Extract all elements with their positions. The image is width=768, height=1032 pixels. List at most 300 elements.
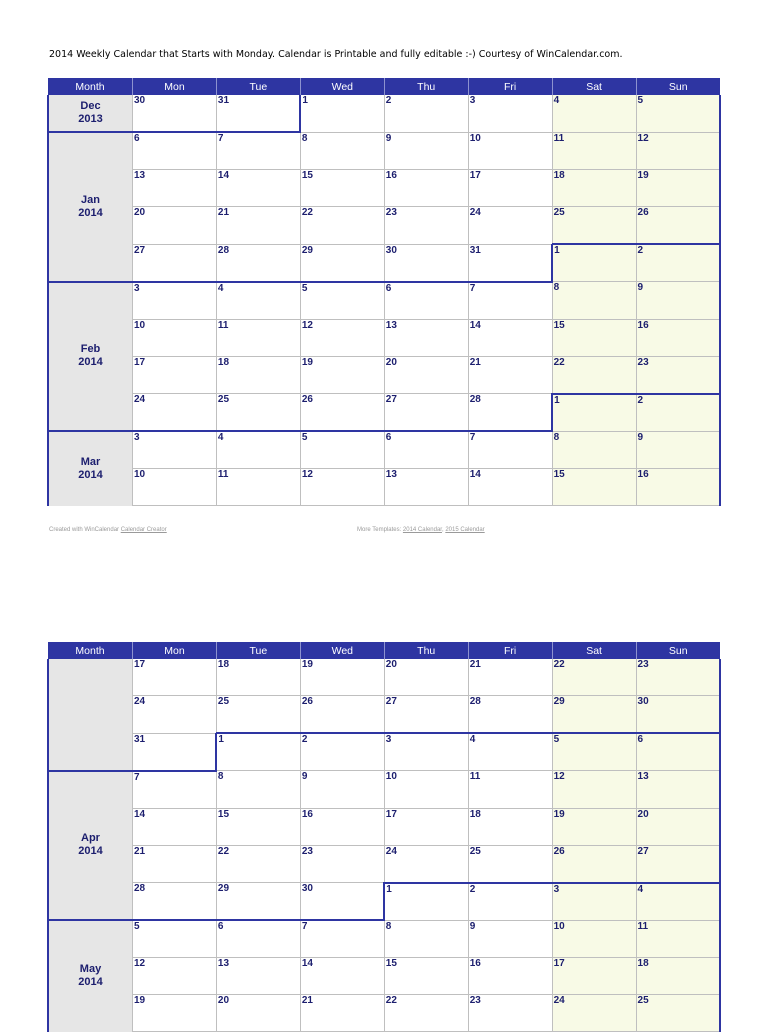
day-cell[interactable] [216, 431, 300, 469]
header-sat: Sat [552, 78, 636, 95]
day-number: 26 [301, 394, 313, 405]
month-year: 2014 [78, 356, 103, 369]
day-cell[interactable] [552, 319, 636, 356]
day-number: 17 [134, 356, 146, 368]
day-cell[interactable] [216, 659, 300, 696]
day-cell[interactable] [384, 696, 468, 734]
day-cell[interactable] [133, 170, 217, 207]
day-number: 21 [469, 659, 481, 670]
day-cell[interactable] [468, 696, 552, 734]
day-cell[interactable] [384, 244, 468, 282]
day-cell[interactable] [133, 207, 217, 245]
day-number: 6 [385, 282, 392, 294]
day-number: 26 [553, 845, 565, 857]
month-year: 2014 [78, 468, 103, 481]
day-cell[interactable] [300, 733, 384, 771]
header-mon: Mon [133, 78, 217, 95]
day-number: 22 [553, 659, 565, 670]
day-number: 2 [385, 95, 392, 106]
week-row [48, 170, 720, 207]
header-tue: Tue [216, 642, 300, 659]
day-cell[interactable] [133, 808, 217, 845]
month-label [48, 771, 133, 921]
day-number: 14 [469, 469, 481, 480]
day-cell[interactable] [216, 808, 300, 845]
header-fri: Fri [468, 642, 552, 659]
day-cell[interactable] [384, 170, 468, 207]
day-number: 21 [469, 356, 481, 368]
day-cell[interactable] [216, 319, 300, 356]
day-cell[interactable] [552, 170, 636, 207]
day-cell[interactable] [384, 958, 468, 995]
day-number: 28 [469, 394, 481, 405]
day-cell[interactable] [216, 958, 300, 995]
day-number: 11 [217, 319, 229, 331]
day-number: 27 [134, 244, 146, 256]
day-cell[interactable] [216, 696, 300, 734]
day-cell[interactable] [216, 356, 300, 394]
day-number: 28 [469, 696, 481, 707]
day-cell[interactable] [384, 920, 468, 958]
day-number: 4 [217, 432, 224, 443]
day-cell[interactable] [636, 771, 720, 809]
day-number: 4 [553, 95, 560, 106]
day-number: 2 [637, 394, 644, 406]
month-year: 2014 [78, 845, 103, 858]
day-cell[interactable] [468, 845, 552, 883]
day-number: 7 [134, 771, 140, 783]
day-number: 13 [385, 469, 397, 480]
day-number: 21 [134, 845, 146, 857]
day-number: 19 [553, 808, 565, 820]
day-cell[interactable] [552, 771, 636, 809]
day-number: 8 [301, 132, 308, 144]
day-number: 26 [301, 696, 313, 707]
day-number: 30 [385, 244, 397, 256]
week-row [48, 431, 720, 469]
day-number: 10 [469, 132, 481, 144]
day-number: 13 [134, 170, 146, 181]
day-cell[interactable] [468, 319, 552, 356]
day-cell[interactable] [384, 883, 468, 921]
day-cell[interactable] [468, 733, 552, 771]
day-cell[interactable] [300, 431, 384, 469]
day-number: 11 [217, 469, 229, 480]
day-cell[interactable] [468, 282, 552, 320]
day-cell[interactable] [552, 469, 636, 506]
day-number: 6 [637, 734, 644, 745]
month-label [48, 920, 133, 1032]
footer-separator: , [441, 527, 444, 533]
day-cell[interactable] [133, 469, 217, 506]
day-cell[interactable] [300, 244, 384, 282]
day-number: 7 [469, 432, 476, 443]
week-row [48, 920, 720, 958]
header-month: Month [48, 642, 133, 659]
day-cell[interactable] [552, 696, 636, 734]
day-number: 3 [469, 95, 476, 106]
week-row [48, 808, 720, 845]
day-number: 11 [637, 920, 649, 932]
week-row [48, 771, 720, 809]
day-number: 8 [553, 282, 560, 293]
day-number: 29 [301, 244, 313, 256]
day-number: 5 [134, 921, 140, 932]
day-cell[interactable] [384, 845, 468, 883]
day-cell[interactable] [300, 207, 384, 245]
week-row [48, 356, 720, 394]
day-cell[interactable] [300, 771, 384, 809]
day-number: 3 [385, 734, 392, 745]
day-cell[interactable] [636, 319, 720, 356]
day-number: 7 [217, 133, 224, 144]
day-number: 14 [134, 808, 146, 820]
day-number: 10 [553, 920, 565, 932]
week-row [48, 469, 720, 506]
day-cell[interactable] [552, 132, 636, 170]
month-name: Apr [81, 832, 100, 845]
day-cell[interactable] [468, 995, 552, 1032]
day-cell[interactable] [384, 394, 468, 432]
calendar-table-page1 [47, 78, 721, 506]
day-number: 22 [301, 207, 313, 218]
day-cell[interactable] [300, 808, 384, 845]
month-year: 2013 [78, 113, 103, 125]
day-cell[interactable] [300, 659, 384, 696]
day-cell[interactable] [133, 958, 217, 995]
day-cell[interactable] [552, 995, 636, 1032]
day-number: 27 [385, 394, 397, 405]
day-number: 5 [553, 734, 560, 745]
day-cell[interactable] [468, 659, 552, 696]
day-cell[interactable] [636, 132, 720, 170]
header-fri: Fri [468, 78, 552, 95]
day-cell[interactable] [552, 808, 636, 845]
day-cell[interactable] [636, 920, 720, 958]
day-cell[interactable] [384, 659, 468, 696]
header-thu: Thu [384, 78, 468, 95]
day-cell[interactable] [384, 771, 468, 809]
day-cell[interactable] [300, 282, 384, 320]
header-sat: Sat [552, 642, 636, 659]
day-cell[interactable] [468, 883, 552, 921]
week-row [48, 958, 720, 995]
day-number: 25 [217, 394, 230, 405]
day-cell[interactable] [552, 883, 636, 921]
day-cell[interactable] [552, 207, 636, 245]
day-cell[interactable] [300, 356, 384, 394]
day-cell[interactable] [636, 282, 720, 320]
day-cell[interactable] [384, 282, 468, 320]
day-number: 5 [301, 282, 308, 294]
day-number: 8 [553, 431, 560, 443]
day-cell[interactable] [384, 995, 468, 1032]
day-number: 3 [553, 883, 560, 895]
day-cell[interactable] [216, 170, 300, 207]
day-number: 6 [385, 432, 392, 443]
day-cell[interactable] [384, 469, 468, 506]
day-number: 28 [134, 883, 146, 894]
day-number: 18 [469, 808, 481, 820]
day-cell[interactable] [300, 95, 384, 132]
day-number: 5 [301, 432, 308, 443]
day-cell[interactable] [468, 394, 552, 432]
day-number: 27 [385, 696, 397, 707]
month-year: 2014 [78, 976, 103, 989]
day-cell[interactable] [133, 920, 217, 958]
day-number: 10 [134, 469, 146, 480]
day-cell[interactable] [216, 282, 300, 320]
day-number: 22 [553, 356, 565, 368]
footer-more-templates-text: More Templates: [357, 527, 402, 533]
day-number: 16 [301, 808, 313, 820]
day-cell[interactable] [384, 431, 468, 469]
day-number: 26 [637, 207, 649, 218]
day-cell[interactable] [636, 431, 720, 469]
day-cell[interactable] [552, 431, 636, 469]
day-number: 13 [385, 319, 397, 331]
day-cell[interactable] [552, 394, 636, 432]
day-cell[interactable] [216, 95, 300, 132]
header-mon: Mon [133, 642, 217, 659]
week-row [48, 883, 720, 921]
day-number: 1 [386, 883, 392, 895]
day-number: 24 [469, 207, 481, 218]
day-cell[interactable] [468, 170, 552, 207]
day-number: 16 [469, 958, 481, 969]
day-cell[interactable] [636, 469, 720, 506]
day-cell[interactable] [384, 207, 468, 245]
day-cell[interactable] [216, 207, 300, 245]
day-number: 15 [553, 319, 565, 331]
day-number: 7 [301, 921, 308, 932]
day-cell[interactable] [133, 995, 217, 1032]
day-cell[interactable] [133, 733, 217, 771]
day-number: 12 [301, 469, 313, 480]
day-cell[interactable] [636, 244, 720, 282]
month-name: Jan [81, 193, 100, 206]
day-number: 23 [301, 845, 313, 857]
day-cell[interactable] [133, 356, 217, 394]
day-cell[interactable] [133, 659, 217, 696]
day-cell[interactable] [468, 132, 552, 170]
day-cell[interactable] [636, 733, 720, 771]
day-number: 30 [637, 696, 649, 707]
day-cell[interactable] [300, 394, 384, 432]
day-cell[interactable] [552, 845, 636, 883]
day-number: 17 [553, 958, 565, 969]
day-cell[interactable] [552, 920, 636, 958]
day-number: 24 [385, 845, 397, 857]
day-cell[interactable] [552, 356, 636, 394]
day-cell[interactable] [216, 845, 300, 883]
day-cell[interactable] [300, 845, 384, 883]
day-cell[interactable] [636, 659, 720, 696]
day-cell[interactable] [636, 356, 720, 394]
day-number: 24 [134, 394, 146, 405]
header-wed: Wed [300, 78, 384, 95]
day-number: 19 [637, 170, 649, 181]
day-cell[interactable] [384, 319, 468, 356]
day-cell[interactable] [552, 659, 636, 696]
day-cell[interactable] [133, 319, 217, 356]
day-number: 19 [301, 356, 313, 368]
day-number: 9 [637, 282, 644, 293]
day-cell[interactable] [552, 958, 636, 995]
day-number: 30 [134, 95, 146, 106]
week-row [48, 659, 720, 696]
month-label [48, 431, 133, 506]
day-number: 9 [385, 132, 392, 144]
day-number: 25 [553, 207, 565, 218]
day-cell[interactable] [300, 469, 384, 506]
day-number: 1 [554, 245, 560, 256]
day-number: 20 [134, 207, 146, 218]
day-cell[interactable] [636, 808, 720, 845]
day-cell[interactable] [468, 469, 552, 506]
day-cell[interactable] [468, 808, 552, 845]
day-number: 17 [134, 659, 146, 670]
day-number: 4 [637, 883, 644, 895]
day-number: 4 [469, 734, 476, 745]
day-cell[interactable] [384, 733, 468, 771]
day-number: 1 [302, 95, 308, 106]
day-number: 9 [301, 771, 308, 782]
day-cell[interactable] [468, 207, 552, 245]
page-title: 2014 Weekly Calendar that Starts with Monday. Calendar is Printable and fully editable :-) Courtesy of WinCalendar.com. [49, 49, 623, 60]
day-cell[interactable] [636, 845, 720, 883]
day-cell[interactable] [133, 696, 217, 734]
day-number: 21 [301, 995, 313, 1006]
day-number: 6 [217, 921, 224, 932]
day-number: 29 [217, 883, 230, 894]
day-cell[interactable] [133, 845, 217, 883]
day-number: 23 [469, 995, 481, 1006]
header-month: Month [48, 78, 133, 95]
day-cell[interactable] [133, 431, 217, 469]
day-cell[interactable] [636, 394, 720, 432]
day-number: 15 [301, 170, 313, 181]
day-cell[interactable] [300, 920, 384, 958]
day-cell[interactable] [133, 282, 217, 320]
day-number: 16 [385, 170, 397, 181]
day-cell[interactable] [552, 733, 636, 771]
day-cell[interactable] [468, 244, 552, 282]
day-number: 2 [469, 883, 476, 895]
day-cell[interactable] [636, 883, 720, 921]
week-row [48, 319, 720, 356]
day-number: 14 [301, 958, 313, 969]
day-number: 13 [217, 958, 230, 969]
day-cell[interactable] [300, 883, 384, 921]
day-cell[interactable] [300, 958, 384, 995]
day-cell[interactable] [216, 733, 300, 771]
day-cell[interactable] [216, 920, 300, 958]
day-number: 21 [217, 207, 230, 218]
day-cell[interactable] [300, 132, 384, 170]
week-row [48, 696, 720, 734]
day-cell[interactable] [216, 394, 300, 432]
day-number: 12 [301, 319, 313, 331]
day-number: 11 [553, 132, 565, 144]
day-number: 16 [637, 469, 649, 480]
day-number: 11 [469, 771, 481, 782]
day-cell[interactable] [636, 207, 720, 245]
calendar-table-page2 [47, 642, 721, 1032]
day-number: 6 [134, 133, 140, 144]
day-cell[interactable] [636, 958, 720, 995]
day-cell[interactable] [216, 995, 300, 1032]
day-number: 16 [637, 319, 649, 331]
day-cell[interactable] [216, 771, 300, 809]
day-cell[interactable] [468, 356, 552, 394]
day-number: 18 [553, 170, 565, 181]
day-number: 8 [217, 771, 224, 782]
calendar-2015-link[interactable]: 2015 Calendar [445, 527, 485, 533]
day-cell[interactable] [636, 995, 720, 1032]
day-number: 23 [637, 356, 649, 368]
day-number: 3 [134, 282, 140, 294]
day-number: 14 [469, 319, 481, 331]
week-row [48, 95, 720, 132]
day-number: 20 [385, 356, 397, 368]
day-cell[interactable] [133, 883, 217, 921]
day-cell[interactable] [468, 95, 552, 132]
day-cell[interactable] [552, 95, 636, 132]
day-number: 12 [134, 958, 146, 969]
day-cell[interactable] [384, 808, 468, 845]
day-cell[interactable] [552, 244, 636, 282]
day-cell[interactable] [636, 95, 720, 132]
day-cell[interactable] [133, 771, 217, 809]
day-number: 31 [217, 95, 230, 106]
calendar-creator-link[interactable]: Calendar Creator [120, 527, 167, 533]
day-cell[interactable] [636, 696, 720, 734]
day-cell[interactable] [133, 132, 217, 170]
footer-right [357, 527, 485, 533]
day-cell[interactable] [133, 394, 217, 432]
day-cell[interactable] [468, 431, 552, 469]
day-cell[interactable] [300, 319, 384, 356]
day-cell[interactable] [300, 170, 384, 207]
day-cell[interactable] [216, 244, 300, 282]
day-number: 19 [301, 659, 313, 670]
day-cell[interactable] [468, 771, 552, 809]
day-cell[interactable] [216, 883, 300, 921]
header-sun: Sun [636, 78, 720, 95]
day-number: 24 [553, 995, 565, 1006]
day-number: 24 [134, 696, 146, 707]
day-cell[interactable] [384, 132, 468, 170]
day-cell[interactable] [133, 95, 217, 132]
day-cell[interactable] [300, 995, 384, 1032]
day-cell[interactable] [216, 469, 300, 506]
calendar-2014-link[interactable]: 2014 Calendar [402, 527, 442, 533]
day-cell[interactable] [552, 282, 636, 320]
day-number: 2 [301, 734, 308, 745]
header-wed: Wed [300, 642, 384, 659]
day-cell[interactable] [468, 920, 552, 958]
day-cell[interactable] [468, 958, 552, 995]
day-cell[interactable] [636, 170, 720, 207]
day-cell[interactable] [133, 244, 217, 282]
day-cell[interactable] [384, 356, 468, 394]
day-cell[interactable] [216, 132, 300, 170]
day-number: 5 [637, 95, 644, 106]
day-cell[interactable] [384, 95, 468, 132]
day-number: 4 [217, 282, 224, 294]
day-cell[interactable] [300, 696, 384, 734]
